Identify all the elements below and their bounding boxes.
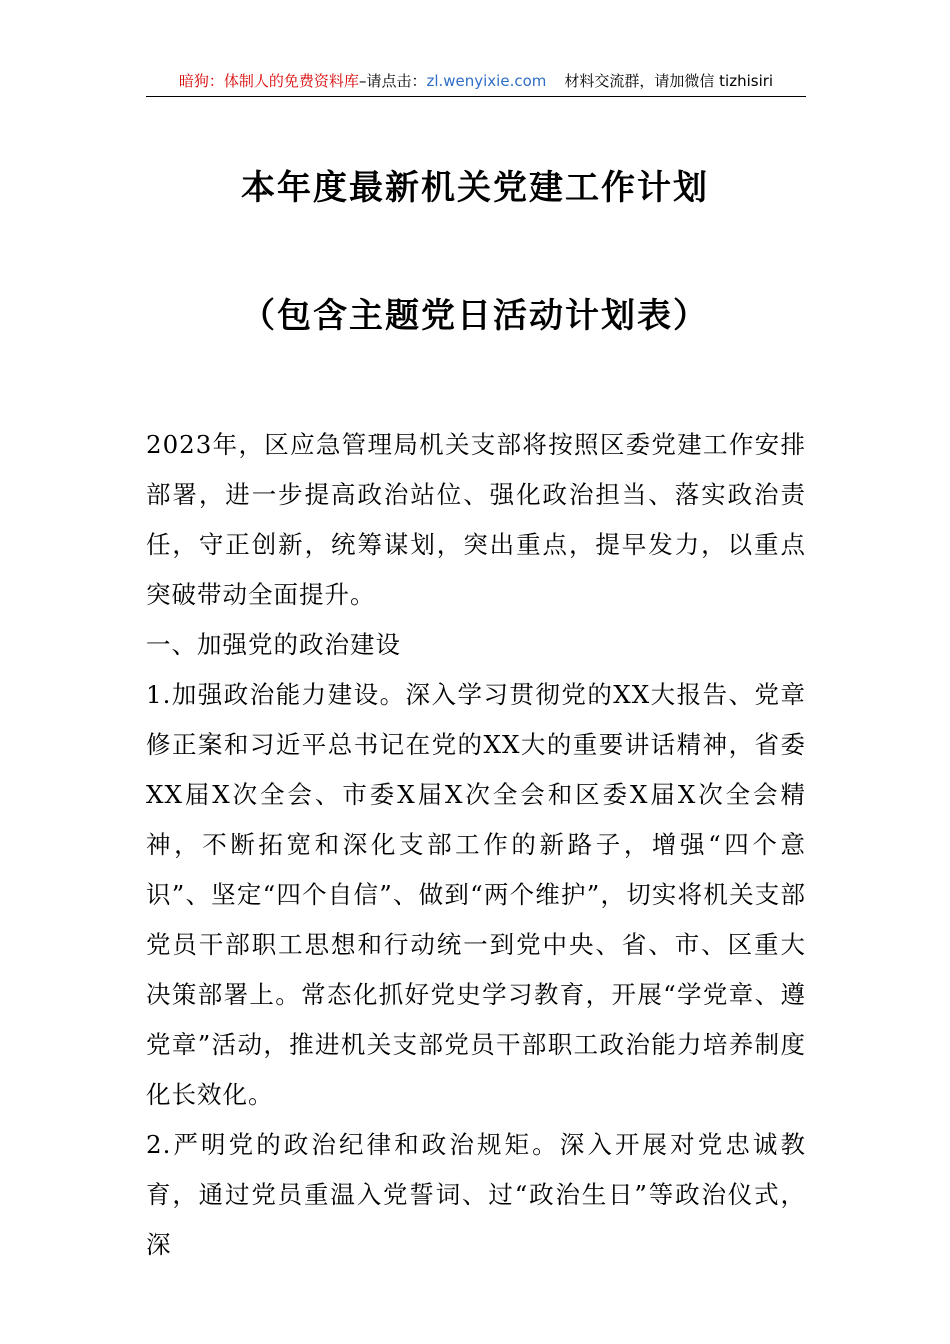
header-link[interactable]: zl.wenyixie.com (426, 72, 547, 90)
document-body (146, 420, 806, 1270)
header-site-name: 暗狗：体制人的免费资料库 (178, 72, 359, 90)
item-2-paragraph: 2.严明党的政治纪律和政治规矩。深入开展对党忠诚教育，通过党员重温入党誓词、过“政治生日”等政治仪式，深 (146, 1130, 806, 1259)
page-header (146, 68, 806, 97)
item-1-paragraph: 1.加强政治能力建设。深入学习贯彻党的XX大报告、党章修正案和习近平总书记在党的XX大的重要讲话精神，省委XX届X次全会、市委X届X次全会和区委X届X次全会精神，不断拓宽和深化支部工作的新路子，增强“四个意识”、坚定“四个自信”、做到“两个维护”，切实将机关支部党员干部职工思想和行动统一到党中央、省、市、区重大决策部署上。常态化抓好党史学习教育，开展“学党章、遵党章”活动，推进机关支部党员干部职工政治能力培养制度化长效化。 (146, 680, 806, 1109)
header-click-prompt: –请点击： (358, 72, 427, 90)
header-wechat-note: 材料交流群，请加微信 tizhisiri (564, 72, 774, 90)
document-title: 本年度最新机关党建工作计划 (241, 168, 709, 208)
intro-paragraph: 2023年，区应急管理局机关支部将按照区委党建工作安排部署，进一步提高政治站位、强化政治担当、落实政治责任，守正创新，统筹谋划，突出重点，提早发力，以重点突破带动全面提升。 (146, 430, 806, 609)
section-heading: 一、加强党的政治建设 (146, 630, 401, 659)
document-subtitle: （包含主题党日活动计划表） (241, 296, 709, 336)
